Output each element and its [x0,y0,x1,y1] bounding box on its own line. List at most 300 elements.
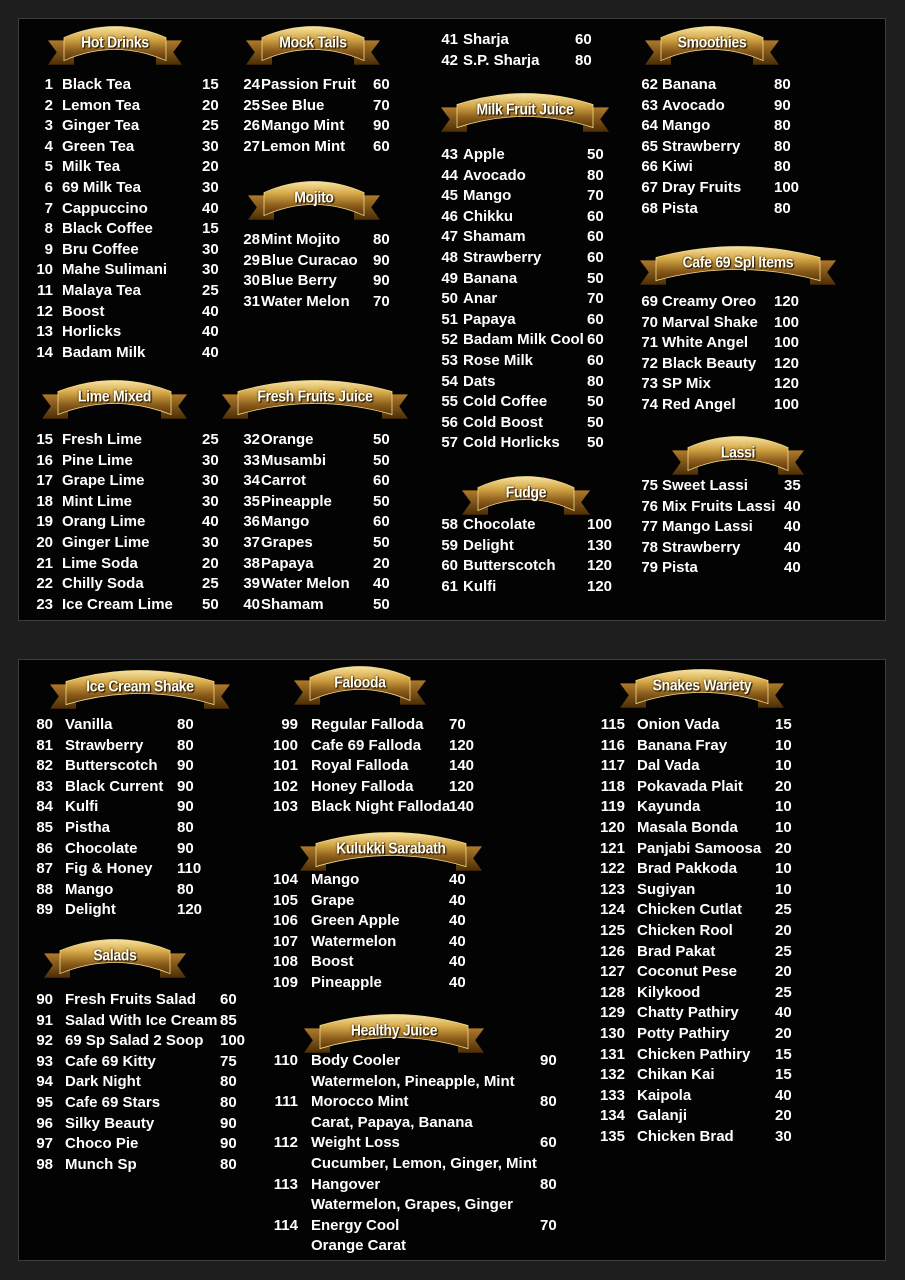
item-number: 32 [243,431,260,448]
item-name: Mango [463,187,512,205]
item-number: 122 [599,860,625,878]
item-price: 90 [177,777,194,795]
item-name: Cold Horlicks [463,434,560,452]
item-number: 3 [44,117,53,135]
item-price: 100 [220,1032,246,1050]
item-name: Anar [463,290,498,308]
item-number: 10 [36,261,53,279]
item-price: 10 [775,757,792,775]
item-name: Panjabi Samoosa [637,839,762,857]
item-number: 80 [36,716,53,733]
item-number: 128 [599,983,625,1001]
banner-title: Healthy Juice [350,1021,438,1039]
item-number: 78 [641,538,658,556]
item-number: 94 [36,1073,53,1091]
item-price: 140 [449,798,475,816]
item-price: 90 [774,96,791,114]
banner-title: Fudge [505,483,547,501]
item-number: 61 [441,577,458,595]
item-number: 71 [641,334,658,352]
item-name: Body Cooler [311,1052,401,1069]
item-number: 93 [36,1052,53,1070]
item-price: 25 [202,281,219,299]
item-name: Dal Vada [637,757,700,775]
item-name: Ginger Tea [62,117,140,135]
item-price: 20 [202,158,219,176]
item-number: 89 [36,901,53,919]
item-name: Black Tea [62,76,131,93]
item-name: Malaya Tea [62,281,141,299]
item-name: Strawberry [662,137,741,155]
item-name: Butterscotch [463,557,556,575]
item-price: 80 [587,372,604,390]
item-name: Pista [662,559,698,577]
item-name: Chikan Kai [637,1066,715,1084]
item-price: 60 [373,137,390,155]
item-price: 15 [202,76,219,93]
item-number: 4 [44,137,53,155]
item-name: Fresh Fruits Salad [65,991,196,1008]
banner-title: Mock Tails [279,33,347,51]
item-price: 120 [587,577,613,595]
item-number: 135 [599,1127,625,1145]
item-price: 40 [784,559,801,577]
item-number: 69 [641,293,658,310]
item-price: 40 [784,518,801,536]
item-price: 40 [202,343,219,361]
item-price: 15 [775,716,792,733]
item-price: 50 [587,413,604,431]
item-name: Blue Curacao [261,251,358,269]
item-number: 42 [441,51,458,69]
item-number: 44 [441,166,458,184]
item-number: 84 [36,798,53,816]
item-name: Morocco Mint [311,1093,409,1111]
item-name: Lemon Mint [261,137,346,155]
item-name: Chikku [463,207,514,225]
item-price: 40 [449,932,466,950]
item-number: 131 [599,1045,625,1063]
item-number: 118 [600,777,625,795]
item-number: 119 [600,798,625,816]
item-name: Cappuccino [62,199,148,217]
item-number: 29 [243,251,260,269]
item-name: Mix Fruits Lassi [662,497,776,515]
item-price: 50 [373,595,390,613]
item-price: 10 [775,880,792,898]
item-price: 60 [575,31,592,48]
banner-mojito [248,176,380,222]
item-price: 100 [774,334,800,352]
item-name: Brad Pakkoda [637,860,738,878]
item-number: 130 [599,1024,625,1042]
item-name: Water Melon [261,292,350,310]
item-price: 20 [775,839,792,857]
item-number: 121 [599,839,625,857]
item-price: 20 [775,1024,792,1042]
item-number: 86 [36,839,53,857]
item-name: Pineapple [311,973,382,991]
item-number: 46 [441,207,458,225]
item-name: Green Tea [62,137,135,155]
item-name: White Angel [662,334,749,352]
item-name: Avocado [463,166,526,184]
item-number: 23 [36,595,53,613]
item-name: Water Melon [261,575,350,593]
item-price: 140 [449,757,475,775]
item-price: 40 [449,953,466,971]
item-number: 33 [243,451,260,469]
banner-fresh-fruits-juice [222,375,408,421]
item-number: 85 [36,818,53,836]
item-price: 20 [775,963,792,981]
item-price: 80 [774,76,791,93]
item-number: 73 [641,375,658,393]
item-number: 14 [36,343,53,361]
item-name: Shamam [463,228,526,246]
item-number: 1 [44,76,53,93]
item-number: 21 [36,554,53,572]
item-number: 49 [441,269,458,287]
item-price: 90 [220,1114,237,1132]
item-number: 20 [36,533,53,551]
item-price: 70 [540,1216,557,1234]
banner-smoothies [645,21,779,67]
item-price: 40 [202,199,219,217]
item-name: Lime Soda [62,554,138,572]
item-name: 69 Sp Salad 2 Soop [65,1032,204,1050]
item-name: Delight [65,901,116,919]
item-number: 40 [243,595,260,613]
item-price: 50 [587,146,604,163]
item-name: Kayunda [637,798,701,816]
banner-kulukki-sarabath [300,827,482,873]
item-number: 35 [243,492,260,510]
item-price: 15 [775,1066,792,1084]
item-price: 20 [775,777,792,795]
item-number: 102 [272,777,298,795]
item-number: 129 [599,1004,625,1022]
banner-cafe69-spl [640,241,836,287]
item-price: 25 [202,117,219,135]
item-name: Chicken Rool [637,921,733,939]
banner-title: Falooda [334,673,386,691]
item-number: 66 [641,158,658,176]
item-number: 133 [599,1086,625,1104]
banner-title: Kulukki Sarabath [336,839,446,857]
item-price: 25 [775,901,792,919]
item-name: Banana [463,269,518,287]
item-ingredients: Orange Carat [311,1237,407,1255]
item-number: 70 [641,313,658,331]
item-number: 57 [441,434,458,452]
item-number: 55 [441,393,458,411]
item-name: Lemon Tea [62,96,141,114]
item-price: 100 [774,313,800,331]
item-name: SP Mix [662,375,711,393]
item-price: 130 [587,536,613,554]
item-number: 106 [272,912,298,930]
item-name: Grape [311,891,355,909]
item-number: 60 [441,557,458,575]
item-price: 10 [775,818,792,836]
item-price: 90 [177,798,194,816]
item-name: Vanilla [65,716,113,733]
item-number: 51 [441,310,458,328]
item-number: 5 [44,158,53,176]
item-number: 111 [274,1093,298,1111]
item-price: 120 [774,354,800,372]
item-name: Black Coffee [62,220,153,238]
item-number: 25 [243,96,260,114]
item-price: 15 [202,220,219,238]
item-price: 30 [202,261,219,279]
item-price: 40 [373,575,390,593]
item-name: Royal Falloda [311,757,409,775]
item-price: 50 [202,595,219,613]
item-name: Ice Cream Lime [62,595,173,613]
item-number: 34 [243,472,260,490]
banner-milk-fruit-juice [441,88,609,134]
item-name: Mint Lime [62,492,132,510]
item-price: 40 [449,891,466,909]
banner-title: Ice Cream Shake [86,677,194,695]
item-price: 30 [202,451,219,469]
item-price: 80 [540,1175,557,1193]
item-name: Mango [311,871,360,888]
item-number: 88 [36,880,53,898]
item-number: 92 [36,1032,53,1050]
item-price: 120 [449,736,475,754]
item-number: 31 [243,292,260,310]
item-name: Sweet Lassi [662,477,748,494]
item-price: 80 [587,166,604,184]
item-price: 80 [774,117,791,135]
item-name: Papaya [463,310,516,328]
item-number: 9 [44,240,53,258]
item-price: 20 [202,96,219,114]
item-name: Chicken Pathiry [637,1045,751,1063]
item-name: Weight Loss [311,1134,400,1152]
item-number: 117 [600,757,625,775]
item-ingredients: Cucumber, Lemon, Ginger, Mint [311,1154,537,1172]
item-price: 20 [373,554,390,572]
item-price: 60 [587,351,604,369]
item-price: 50 [373,431,390,448]
item-name: Horlicks [62,323,122,341]
item-number: 110 [273,1052,298,1069]
item-number: 81 [36,736,53,754]
item-name: Kaipola [637,1086,692,1104]
item-number: 120 [599,818,625,836]
item-price: 60 [587,228,604,246]
item-name: Cafe 69 Kitty [65,1052,156,1070]
banner-lassi [672,431,804,477]
item-name: Ginger Lime [62,533,150,551]
item-name: Delight [463,536,514,554]
item-name: Onion Vada [637,716,720,733]
item-number: 58 [441,516,458,533]
item-number: 127 [599,963,625,981]
item-price: 120 [587,557,613,575]
item-number: 67 [641,178,658,196]
item-name: Apple [463,146,505,163]
item-price: 60 [373,513,390,531]
item-price: 10 [775,798,792,816]
item-number: 124 [599,901,625,919]
item-name: Pineapple [261,492,332,510]
item-price: 80 [220,1073,237,1091]
item-price: 80 [774,137,791,155]
item-price: 85 [220,1011,237,1029]
item-price: 80 [177,736,194,754]
item-price: 70 [449,716,466,733]
item-price: 60 [587,248,604,266]
item-name: Orang Lime [62,513,146,531]
item-price: 60 [587,310,604,328]
item-price: 90 [177,757,194,775]
item-price: 50 [587,269,604,287]
item-price: 80 [774,158,791,176]
item-name: Milk Tea [62,158,121,176]
item-price: 50 [587,393,604,411]
banner-snakes-wariety [620,664,784,710]
item-number: 109 [272,973,298,991]
item-price: 30 [202,240,219,258]
item-name: Dark Night [65,1073,141,1091]
item-price: 90 [540,1052,557,1069]
item-number: 43 [441,146,458,163]
item-name: Potty Pathiry [637,1024,730,1042]
item-price: 25 [202,431,219,448]
item-price: 90 [177,839,194,857]
item-name: Kulfi [463,577,497,595]
item-name: Mango [65,880,114,898]
item-name: Strawberry [662,538,741,556]
item-price: 120 [774,375,800,393]
item-price: 60 [373,76,390,93]
item-number: 97 [36,1135,53,1153]
item-number: 98 [36,1155,53,1173]
item-price: 70 [373,96,390,114]
item-name: Strawberry [65,736,144,754]
item-number: 2 [44,96,53,114]
item-name: Avocado [662,96,725,114]
item-price: 25 [775,983,792,1001]
item-number: 74 [641,395,658,413]
item-price: 90 [373,272,390,290]
item-price: 80 [540,1093,557,1111]
item-price: 30 [202,178,219,196]
item-name: Mango [261,513,310,531]
item-number: 68 [641,199,658,217]
item-price: 30 [202,137,219,155]
item-number: 75 [641,477,658,494]
item-number: 114 [273,1216,298,1234]
item-price: 50 [587,434,604,452]
item-number: 76 [641,497,658,515]
item-number: 19 [36,513,53,531]
item-name: Banana [662,76,717,93]
item-name: Creamy Oreo [662,293,757,310]
item-price: 40 [202,513,219,531]
banner-title: Mojito [294,188,334,206]
item-name: Choco Pie [65,1135,139,1153]
banner-mock-tails [246,21,380,67]
item-price: 100 [774,178,800,196]
item-name: Chocolate [65,839,138,857]
item-number: 63 [641,96,658,114]
item-price: 80 [177,818,194,836]
item-name: Watermelon [311,932,397,950]
item-name: Papaya [261,554,314,572]
item-price: 60 [587,207,604,225]
item-number: 132 [599,1066,625,1084]
item-name: Chatty Pathiry [637,1004,739,1022]
item-price: 120 [774,293,800,310]
item-name: Coconut Pese [637,963,738,981]
item-name: Musambi [261,451,327,469]
item-price: 70 [587,290,604,308]
item-name: Dats [463,372,496,390]
item-name: Boost [311,953,354,971]
item-number: 105 [272,891,298,909]
item-number: 11 [37,281,53,299]
item-name: Black Beauty [662,354,757,372]
item-price: 50 [373,451,390,469]
item-number: 134 [599,1107,625,1125]
item-price: 40 [449,871,466,888]
item-name: S.P. Sharja [463,51,540,69]
item-number: 103 [272,798,298,816]
item-name: Badam Milk Cool [463,331,584,349]
item-name: Boost [62,302,105,320]
item-number: 28 [243,231,260,248]
banner-hot-drinks [48,21,182,67]
item-name: Bru Coffee [62,240,139,258]
item-number: 7 [44,199,53,217]
item-price: 25 [202,575,219,593]
item-name: Marval Shake [662,313,758,331]
item-price: 60 [540,1134,557,1152]
item-number: 95 [36,1093,53,1111]
item-name: Kilykood [637,983,701,1001]
item-price: 40 [775,1004,792,1022]
banner-title: Hot Drinks [81,33,149,51]
item-name: Mango [662,117,711,135]
item-number: 53 [441,351,458,369]
banner-salads [44,934,186,980]
item-price: 100 [587,516,613,533]
item-number: 126 [599,942,625,960]
item-name: Sugiyan [637,880,696,898]
item-number: 108 [272,953,298,971]
item-name: Chocolate [463,516,536,533]
item-price: 40 [202,323,219,341]
item-price: 90 [373,117,390,135]
item-number: 45 [441,187,458,205]
item-name: Grape Lime [62,472,145,490]
item-number: 107 [272,932,298,950]
item-name: Munch Sp [65,1155,137,1173]
item-number: 125 [599,921,625,939]
banner-fudge [462,471,590,517]
item-number: 116 [600,736,625,754]
item-name: Kiwi [662,158,693,176]
item-name: Pine Lime [62,451,133,469]
item-name: Blue Berry [261,272,337,290]
item-name: Carrot [261,472,307,490]
